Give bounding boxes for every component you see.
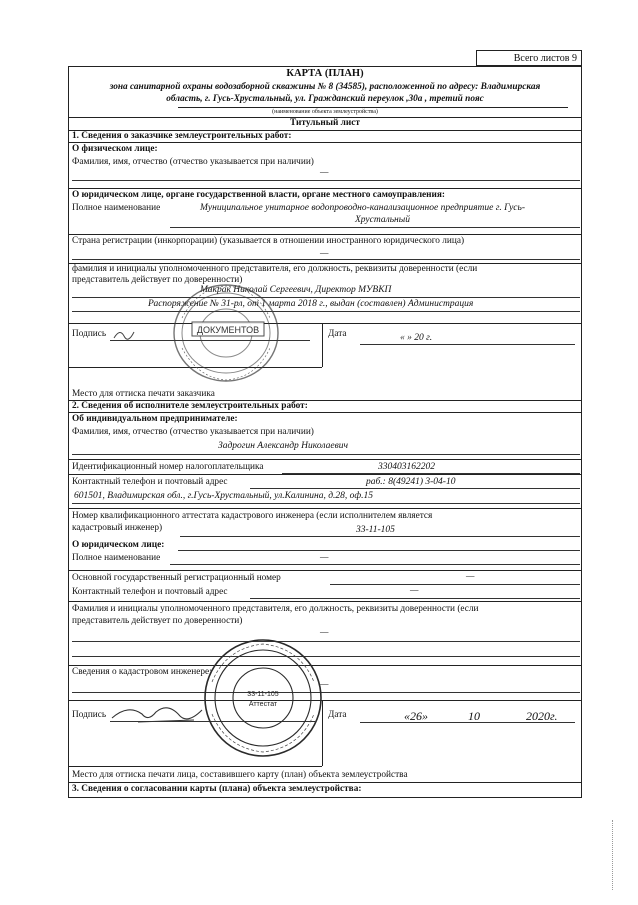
- executor-rep-label-2: представитель действует по доверенности): [72, 616, 243, 626]
- country-label: Страна регистрации (инкорпорации) (указывается в отношении иностранного юридического лица): [72, 236, 465, 246]
- ogrn-label: Основной государственный регистрационный номер: [72, 573, 281, 583]
- executor-date-day: «26»: [404, 709, 428, 723]
- cert-label-2: кадастровый инженер): [72, 523, 163, 533]
- executor-signature-label: Подпись: [72, 710, 107, 720]
- inn-label: Идентификационный номер налогоплательщика: [72, 462, 264, 472]
- executor-rep-label-1: Фамилия и инициалы уполномоченного представителя, его должность, реквизиты доверенности (если: [72, 604, 479, 614]
- executor-seal-number: 33-11-105: [247, 691, 279, 698]
- fullname-label: Полное наименование: [72, 203, 161, 213]
- customer-date-label: Дата: [328, 329, 347, 339]
- executor-date-month: 10: [468, 709, 480, 723]
- contact2-value: —: [410, 586, 419, 596]
- ip-label: Об индивидуальном предпринимателе:: [72, 414, 238, 424]
- scan-margin-mark: [612, 820, 614, 890]
- executor-date-label: Дата: [328, 710, 347, 720]
- customer-signature-label: Подпись: [72, 329, 107, 339]
- object-line-1: зона санитарной охраны водозаборной скважины № 8 (34585), расположенной по адресу: Владимирская: [109, 82, 541, 92]
- executor-seal-attestat: Аттестат: [248, 701, 278, 708]
- object-caption: (наименование объекта землеустройства): [272, 109, 378, 115]
- section3-heading: 3. Сведения о согласовании карты (плана) объекта землеустройства:: [72, 784, 362, 794]
- phone-value: раб.: 8(49241) 3-04-10: [366, 477, 456, 487]
- executor-signature-icon: [108, 700, 208, 728]
- contact-label: Контактный телефон и почтовый адрес: [72, 477, 228, 487]
- executor-legal-label: О юридическом лице:: [72, 540, 165, 550]
- executor-fullname-value: —: [320, 553, 329, 563]
- object-line-2: область, г. Гусь-Хрустальный, ул. Гражданский переулок ,30а , третий пояс: [166, 94, 484, 104]
- section1-heading: 1. Сведения о заказчике землеустроительных работ:: [72, 131, 292, 141]
- executor-fio-value: Задрогин Александр Николаевич: [218, 441, 348, 451]
- executor-rep-value: —: [320, 628, 329, 638]
- cert-label-1: Номер квалификационного аттестата кадастрового инженера (если исполнителем является: [72, 511, 433, 521]
- cad-engineer-value: —: [320, 680, 329, 690]
- section2-heading: 2. Сведения об исполнителе землеустроительных работ:: [72, 401, 308, 411]
- executor-fullname-label: Полное наименование: [72, 553, 161, 563]
- customer-fio-label: Фамилия, имя, отчество (отчество указывается при наличии): [72, 157, 314, 167]
- cad-engineer-label: Сведения о кадастровом инженере:: [72, 667, 212, 677]
- title-sheet: Титульный лист: [290, 118, 360, 128]
- legal-label: О юридическом лице, органе государственной власти, органе местного самоуправления:: [72, 190, 446, 200]
- executor-seal-stamp: [198, 636, 328, 760]
- customer-fio-value: —: [320, 168, 329, 178]
- fullname-value-1: Муниципальное унитарное водопроводно-канализационное предприятие г. Гусь-: [200, 203, 525, 213]
- cert-value: 33-11-105: [356, 525, 395, 535]
- executor-date-year: 2020г.: [526, 709, 558, 723]
- executor-seal-label: Место для оттиска печати лица, составившего карту (план) объекта землеустройства: [72, 770, 408, 780]
- inn-value: 330403162202: [378, 462, 435, 472]
- address-value: 601501, Владимирская обл., г.Гусь-Хрустальный, ул.Калинина, д.28, оф.15: [74, 491, 374, 501]
- customer-signature-icon: [112, 326, 142, 342]
- customer-seal-stamp: [168, 278, 284, 388]
- individual-label: О физическом лице:: [72, 144, 158, 154]
- rep-label-1: фамилия и инициалы уполномоченного представителя, его должность, реквизиты доверенности (если: [72, 264, 478, 274]
- contact2-label: Контактный телефон и почтовый адрес: [72, 587, 228, 597]
- customer-seal-label: Место для оттиска печати заказчика: [72, 389, 215, 399]
- fullname-value-2: Хрустальный: [355, 215, 410, 225]
- sheets-total: Всего листов 9: [476, 50, 582, 66]
- executor-fio-label: Фамилия, имя, отчество (отчество указывается при наличии): [72, 427, 314, 437]
- customer-date-value: « » 20 г.: [400, 333, 433, 343]
- ogrn-value: —: [466, 572, 475, 582]
- rep-value-2: Распоряжение № 31-рл, от 1 марта 2018 г., выдан (составлен) Администрация: [148, 299, 474, 309]
- document-title: КАРТА (ПЛАН): [286, 68, 364, 79]
- rep-value-1: Макрак Николай Сергеевич, Директор МУВКП: [200, 285, 392, 295]
- country-value: —: [320, 249, 329, 259]
- rep-label-2: представитель действует по доверенности): [72, 275, 243, 285]
- customer-seal-text: ДОКУМЕНТОВ: [196, 325, 260, 335]
